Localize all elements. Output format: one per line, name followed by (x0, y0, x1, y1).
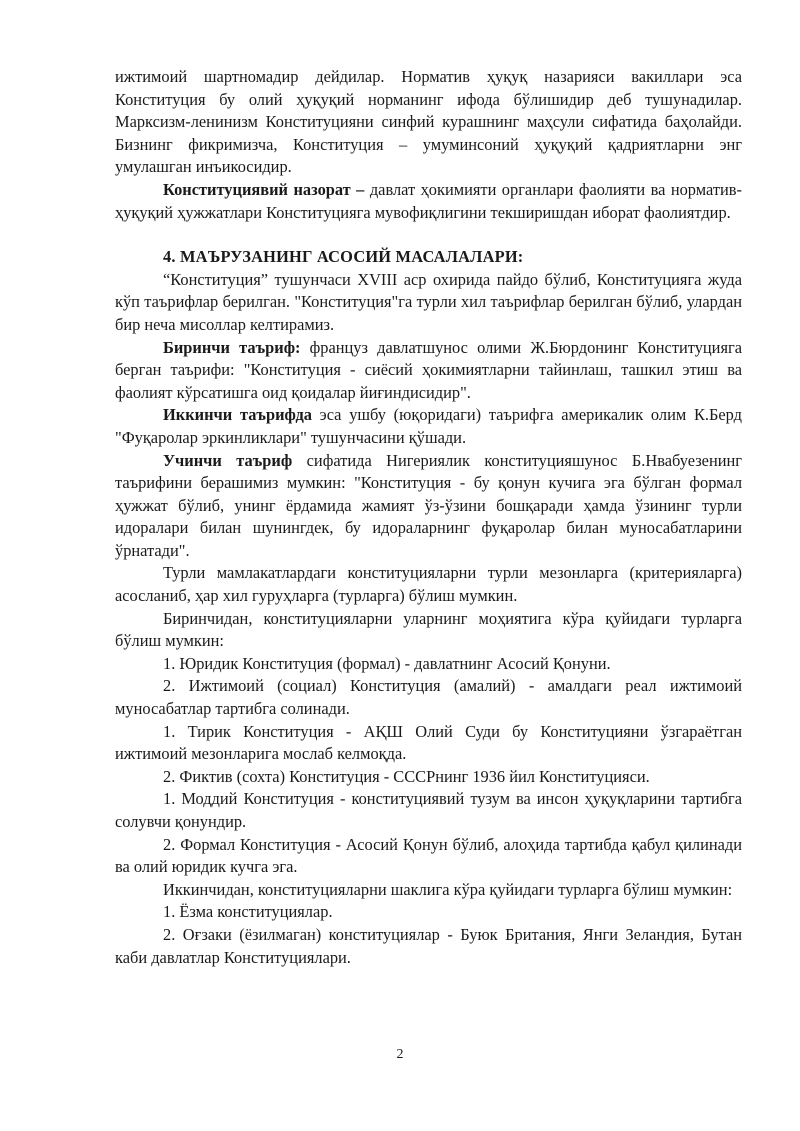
paragraph-third-definition (115, 450, 742, 563)
document-body (115, 66, 742, 969)
text-second-definition: эса ушбу (юқоридаги) таърифга америкалик олим К.Берд "Фуқаролар эркинликлари" тушунчасини қўшади. (115, 405, 742, 447)
text-first-definition: француз давлатшунос олими Ж.Бюрдонинг Конституцияга берган таърифи: "Конституция - сиёсий ҳокимиятларни тайинлаш, ташкил этиш ва фаолият кўрсатишга оид қоидалар йиғиндисидир". (115, 337, 742, 402)
paragraph-classification-intro: Турли мамлакатлардаги конституцияларни турли мезонларга (критерияларга) асосланиб, ҳар хил гуруҳларга (турларга) бўлиш мумкин. (115, 563, 742, 606)
list-item-social-constitution: 2. Ижтимоий (социал) Конституция (амалий) - амалдаги реал ижтимоий муносабатлар тартибга солинади. (115, 676, 742, 719)
list-item-legal-constitution: 1. Юридик Конституция (формал) - давлатнинг Асосий Қонуни. (163, 653, 611, 673)
paragraph-by-form: Иккинчидан, конституцияларни шаклига кўра қуйидаги турларга бўлиш мумкин: (163, 879, 733, 899)
paragraph-by-essence: Биринчидан, конституцияларни уларнинг моҳиятига кўра қуйидаги турларга бўлиш мумкин: (115, 608, 742, 651)
paragraph-constitutional-control (115, 179, 742, 224)
list-item-written-constitutions: 1. Ёзма конституциялар. (163, 902, 333, 922)
section-heading: 4. МАЪРУЗАНИНГ АСОСИЙ МАСАЛАЛАРИ: (163, 247, 524, 267)
term-first-definition: Биринчи таъриф: (163, 337, 301, 357)
term-second-definition: Иккинчи таърифда (163, 405, 312, 425)
list-item-fictive-constitution: 2. Фиктив (сохта) Конституция - СССРнинг 1936 йил Конституцияси. (163, 766, 650, 786)
paragraph-constitution-concept: “Конституция” тушунчаси XVIII аср охирида пайдо бўлиб, Конституцияга жуда кўп таърифлар берилган. "Конституция"га турли хил таърифлар берилган бўлиб, улардан бир неча мисоллар келтирамиз. (115, 269, 742, 334)
text-third-definition: сифатида Нигериялик конституцияшунос Б.Нвабуезенинг таърифини берашимиз мумкин: "Конституция - бу қонун кучига эга бўлган формал ҳужжат бўлиб, унинг ёрдамида жамият ўз-ўзини бошқаради ҳамда ўзининг турли идоралари билан шунингдек, бу идораларнинг фуқаролар билан муносабатларини ўрнатади". (115, 450, 742, 560)
term-third-definition: Учинчи таъриф (163, 450, 293, 470)
paragraph-first-definition (115, 337, 742, 405)
paragraph-second-definition (115, 404, 742, 449)
page-number: 2 (396, 1047, 404, 1062)
list-item-unwritten-constitutions: 2. Оғзаки (ёзилмаган) конституциялар - Буюк Британия, Янги Зеландия, Бутан каби давлатлар Конституциялари. (115, 924, 742, 967)
term-constitutional-control: Конституциявий назорат – (163, 179, 365, 199)
paragraph-social-contract: ижтимоий шартномадир дейдилар. Норматив ҳуқуқ назарияси вакиллари эса Конституция бу олий ҳуқуқий норманинг ифода бўлишидир деб тушунадилар. Марксизм-ленинизм Конституцияни синфий курашнинг маҳсули сифатида баҳолайди. Бизнинг фикримизча, Конституция – умуминсоний ҳуқуқий қадриятларни энг умулашган инъикосидир. (115, 67, 742, 177)
list-item-living-constitution: 1. Тирик Конституция - АҚШ Олий Суди бу Конституцияни ўзгараётган ижтимоий мезонларига мослаб келмоқда. (115, 721, 742, 764)
list-item-material-constitution: 1. Моддий Конституция - конституциявий тузум ва инсон ҳуқуқларини тартибга солувчи қонундир. (115, 789, 742, 831)
definition-constitutional-control: давлат ҳокимияти органлари фаолияти ва норматив-ҳуқуқий ҳужжатлари Конституцияга мувофиқлигини текширишдан иборат фаолиятдир. (115, 179, 743, 222)
list-item-formal-constitution: 2. Формал Конституция - Асосий Қонун бўлиб, алоҳида тартибда қабул қилинади ва олий юридик кучга эга. (115, 834, 742, 877)
